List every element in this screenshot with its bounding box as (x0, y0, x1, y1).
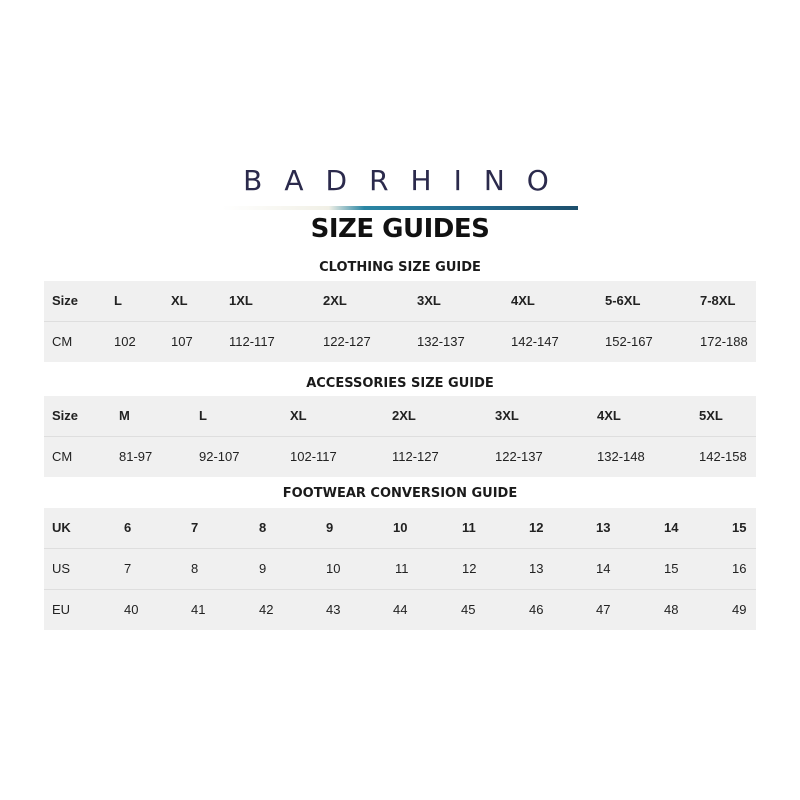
footwear-uk-row (44, 508, 756, 549)
row-label: Size (52, 293, 79, 308)
table-cell: 7-8XL (700, 293, 736, 308)
table-cell: 15 (664, 561, 679, 576)
table-cell: XL (290, 408, 307, 423)
table-cell: 3XL (495, 408, 519, 423)
table-cell: 132-148 (597, 449, 645, 464)
accessories-cm-row (44, 437, 756, 477)
table-cell: 12 (529, 520, 544, 535)
table-cell: XL (171, 293, 188, 308)
table-cell: 4XL (597, 408, 621, 423)
table-cell: 107 (171, 334, 193, 349)
table-cell: 41 (191, 602, 206, 617)
table-cell: M (119, 408, 130, 423)
row-label: UK (52, 520, 71, 535)
table-cell: 7 (191, 520, 199, 535)
accessories-size-guide-heading: ACCESSORIES SIZE GUIDE (306, 376, 494, 391)
table-cell: 12 (462, 561, 477, 576)
footwear-eu-row (44, 590, 756, 630)
table-cell: 15 (732, 520, 747, 535)
table-cell: 43 (326, 602, 341, 617)
table-cell: 9 (259, 561, 267, 576)
table-cell: 4XL (511, 293, 535, 308)
table-cell: 142-147 (511, 334, 559, 349)
table-cell: 6 (124, 520, 132, 535)
table-cell: 102-117 (290, 449, 337, 464)
clothing-cm-row (44, 322, 756, 362)
brand-logo (222, 164, 578, 204)
table-cell: 1XL (229, 293, 253, 308)
table-cell: 47 (596, 602, 611, 617)
table-cell: 7 (124, 561, 132, 576)
table-cell: 13 (529, 561, 544, 576)
table-cell: 112-117 (229, 334, 275, 349)
brand-logo-text: BADRHINO (243, 164, 571, 197)
footwear-conversion-guide-heading: FOOTWEAR CONVERSION GUIDE (282, 486, 518, 501)
table-cell: L (199, 408, 207, 423)
table-cell: 40 (124, 602, 139, 617)
table-cell: 42 (259, 602, 274, 617)
row-label: US (52, 561, 71, 576)
table-cell: 9 (326, 520, 334, 535)
table-cell: 92-107 (199, 449, 240, 464)
table-cell: 14 (664, 520, 679, 535)
footwear-conversion-table (44, 508, 756, 630)
table-cell: 152-167 (605, 334, 653, 349)
table-cell: 122-127 (323, 334, 371, 349)
table-cell: 44 (393, 602, 408, 617)
table-cell: 142-158 (699, 449, 747, 464)
table-cell: 13 (596, 520, 611, 535)
table-cell: 122-137 (495, 449, 543, 464)
table-cell: 3XL (417, 293, 441, 308)
clothing-size-guide-heading: CLOTHING SIZE GUIDE (319, 260, 481, 275)
row-label: EU (52, 602, 71, 617)
row-label: Size (52, 408, 79, 423)
clothing-size-table (44, 281, 756, 362)
table-cell: 102 (114, 334, 136, 349)
table-cell: 11 (462, 520, 476, 535)
table-cell: 8 (259, 520, 267, 535)
table-cell: 11 (395, 561, 409, 576)
table-cell: 10 (393, 520, 408, 535)
table-cell: 10 (326, 561, 341, 576)
table-cell: 2XL (323, 293, 347, 308)
row-label: CM (52, 334, 73, 349)
table-cell: 5-6XL (605, 293, 641, 308)
table-cell: 48 (664, 602, 679, 617)
page-title: SIZE GUIDES (310, 214, 490, 244)
table-cell: 5XL (699, 408, 723, 423)
table-cell: 112-127 (392, 449, 439, 464)
clothing-size-row (44, 281, 756, 322)
footwear-us-row (44, 549, 756, 590)
table-cell: 132-137 (417, 334, 465, 349)
table-cell: 8 (191, 561, 199, 576)
table-cell: 14 (596, 561, 611, 576)
table-cell: 16 (732, 561, 747, 576)
table-cell: 49 (732, 602, 747, 617)
brand-logo-underline (222, 206, 578, 210)
accessories-size-table (44, 396, 756, 477)
table-cell: 81-97 (119, 449, 153, 464)
row-label: CM (52, 449, 73, 464)
table-cell: L (114, 293, 122, 308)
table-cell: 172-188 (700, 334, 748, 349)
table-cell: 46 (529, 602, 544, 617)
table-cell: 2XL (392, 408, 416, 423)
table-cell: 45 (461, 602, 476, 617)
accessories-size-row (44, 396, 756, 437)
